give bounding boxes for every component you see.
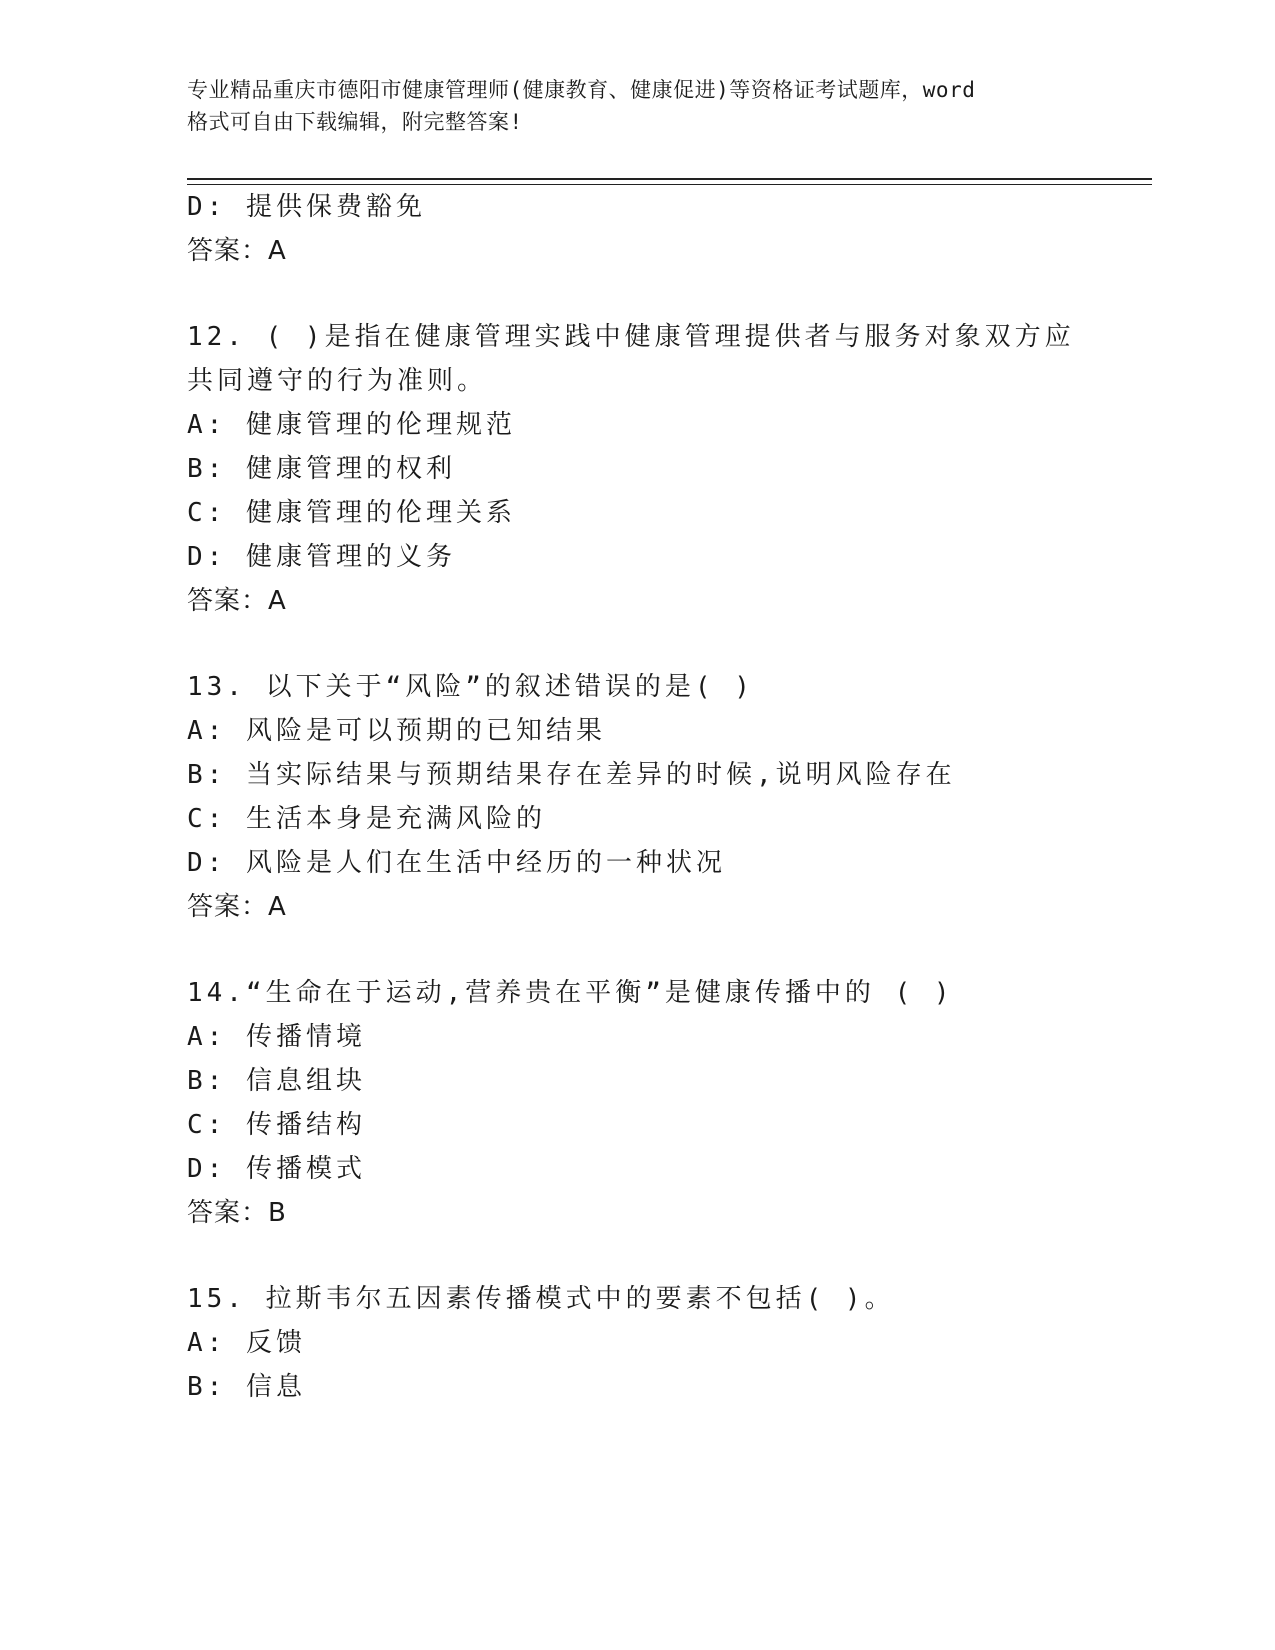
q13-option-d: D: 风险是人们在生活中经历的一种状况 (187, 848, 726, 878)
q12-option-a: A: 健康管理的伦理规范 (187, 410, 516, 440)
q13-option-a: A: 风险是可以预期的已知结果 (187, 716, 606, 746)
q15-option-b: B: 信息 (187, 1372, 306, 1402)
q12-answer: 答案：A (187, 586, 287, 616)
header-line-2: 格式可自由下载编辑，附完整答案! (187, 110, 523, 134)
q12-stem-line-1: 12. ( )是指在健康管理实践中健康管理提供者与服务对象双方应 (187, 322, 1075, 352)
q13-answer: 答案：A (187, 892, 287, 922)
q14-stem: 14.“生命在于运动,营养贵在平衡”是健康传播中的 ( ) (187, 978, 954, 1008)
q13-option-b: B: 当实际结果与预期结果存在差异的时候,说明风险存在 (187, 760, 956, 790)
q14-option-d: D: 传播模式 (187, 1154, 366, 1184)
q12-stem-line-2: 共同遵守的行为准则。 (187, 366, 488, 396)
q14-option-a: A: 传播情境 (187, 1022, 366, 1052)
prev-option-d: D: 提供保费豁免 (187, 192, 426, 222)
q15-stem: 15. 拉斯韦尔五因素传播模式中的要素不包括( )。 (187, 1284, 895, 1314)
q15-option-a: A: 反馈 (187, 1328, 306, 1358)
prev-answer: 答案：A (187, 236, 287, 266)
q14-option-c: C: 传播结构 (187, 1110, 366, 1140)
q13-stem: 13. 以下关于“风险”的叙述错误的是( ) (187, 672, 754, 702)
header-divider-thick (187, 178, 1152, 180)
header-line-1: 专业精品重庆市德阳市健康管理师(健康教育、健康促进)等资格证考试题库，word (187, 78, 976, 102)
q14-answer: 答案：B (187, 1198, 287, 1228)
q14-option-b: B: 信息组块 (187, 1066, 366, 1096)
q12-option-b: B: 健康管理的权利 (187, 454, 456, 484)
page-header (187, 74, 1087, 138)
q12-option-c: C: 健康管理的伦理关系 (187, 498, 516, 528)
q12-option-d: D: 健康管理的义务 (187, 542, 456, 572)
q13-option-c: C: 生活本身是充满风险的 (187, 804, 546, 834)
header-divider-thin (187, 184, 1152, 185)
